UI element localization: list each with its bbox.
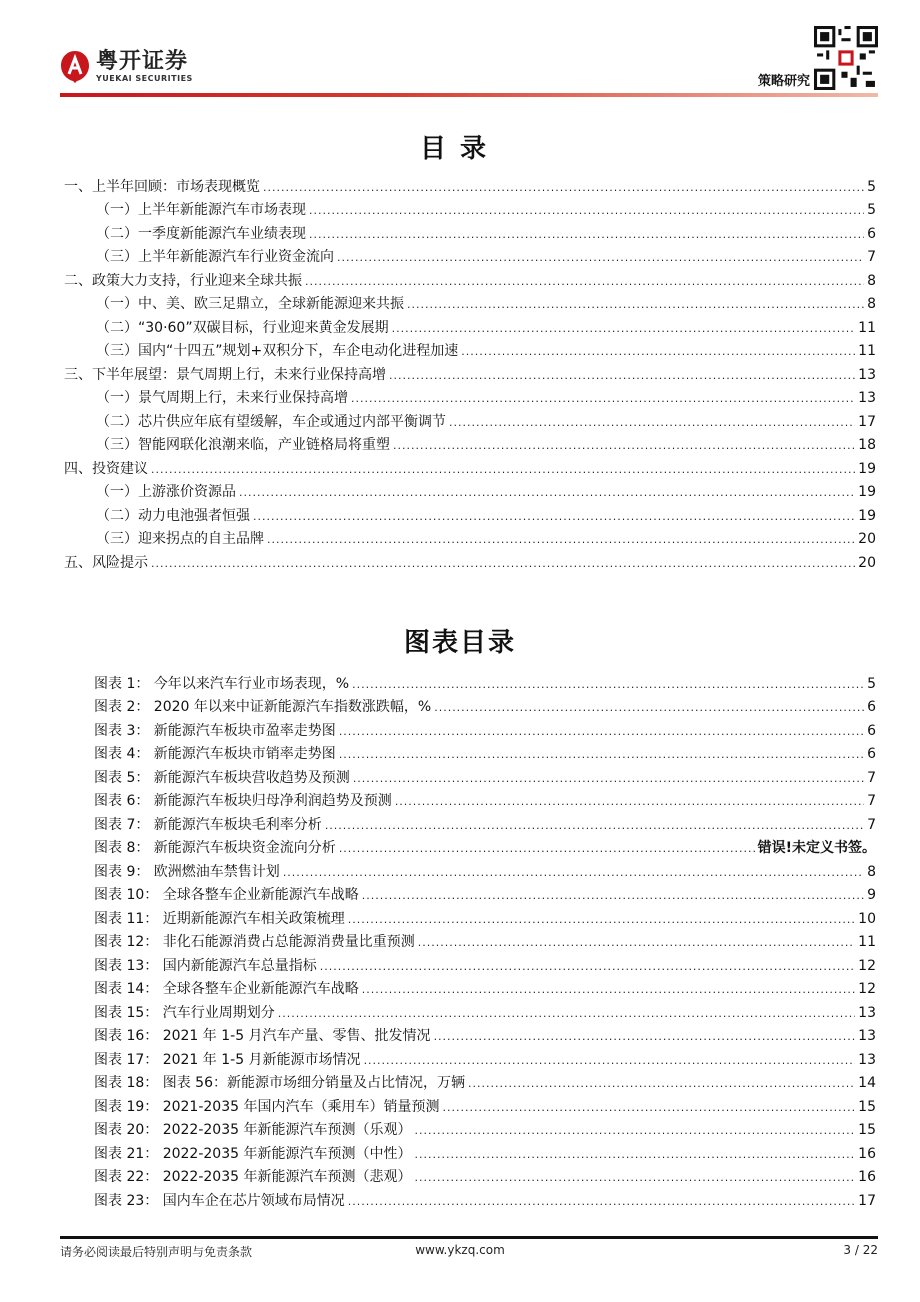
- figure-entry[interactable]: [64, 1186, 876, 1210]
- dot-leader: [151, 460, 855, 478]
- dot-leader: [362, 886, 864, 904]
- dot-leader: [348, 910, 855, 928]
- toc-entry[interactable]: [64, 219, 876, 243]
- dot-leader: [353, 769, 864, 787]
- toc-entry-label: （三）上半年新能源汽车行业资金流向: [96, 249, 334, 265]
- toc-title: 目录: [419, 134, 500, 164]
- toc-entry[interactable]: [64, 407, 876, 431]
- dot-leader: [309, 225, 864, 243]
- toc-entry[interactable]: [64, 290, 876, 314]
- figure-entry[interactable]: [64, 1139, 876, 1163]
- dot-leader: [339, 839, 755, 857]
- figure-entry-label: 图表 15： 汽车行业周期划分: [94, 1004, 275, 1021]
- toc-entry-page: 20: [858, 554, 876, 571]
- figure-entry[interactable]: [64, 740, 876, 764]
- figure-entry[interactable]: [64, 716, 876, 740]
- dot-leader: [325, 816, 864, 834]
- figure-entry-page: 13: [858, 1051, 876, 1068]
- figure-entry-page: 16: [858, 1145, 876, 1162]
- dot-leader: [320, 957, 855, 975]
- brand-name-en: YUEKAI SECURITIES: [96, 74, 193, 83]
- figure-entry-page: 9: [867, 887, 876, 903]
- figure-entry[interactable]: [64, 763, 876, 787]
- toc-entry[interactable]: [64, 501, 876, 525]
- figure-entry[interactable]: [64, 787, 876, 811]
- figure-entry-page: 5: [867, 675, 876, 692]
- figure-entry[interactable]: [64, 904, 876, 928]
- dot-leader: [407, 295, 864, 313]
- figure-entry-page: 6: [867, 699, 876, 715]
- dot-leader: [395, 792, 864, 810]
- figure-entry-label: 图表 8： 新能源汽车板块资金流向分析: [94, 840, 336, 856]
- dot-leader: [449, 413, 855, 431]
- dot-leader: [418, 933, 855, 951]
- toc-entry-page: 17: [858, 413, 876, 430]
- figure-entry-label: 图表 22： 2022-2035 年新能源汽车预测（悲观）: [94, 1169, 412, 1185]
- figure-entry[interactable]: [64, 1045, 876, 1069]
- figure-entry-label: 图表 17： 2021 年 1-5 月新能源市场情况: [94, 1051, 361, 1068]
- yuekai-logo-icon: [60, 50, 90, 84]
- figure-entry[interactable]: [64, 951, 876, 975]
- figure-entry[interactable]: [64, 1116, 876, 1140]
- toc-entry[interactable]: [64, 431, 876, 455]
- figure-entry[interactable]: [64, 1069, 876, 1093]
- dot-leader: [339, 745, 864, 763]
- toc-entry-page: 11: [858, 319, 876, 336]
- figure-entry-label: 图表 3： 新能源汽车板块市盈率走势图: [94, 722, 336, 739]
- figure-entry[interactable]: [64, 998, 876, 1022]
- dot-leader: [414, 1168, 855, 1186]
- toc-entry-label: （二）芯片供应年底有望缓解，车企或通过内部平衡调节: [96, 413, 446, 430]
- toc-entry-label: （二）动力电池强者恒强: [96, 507, 250, 524]
- toc-entry-page: 11: [858, 343, 876, 359]
- toc-entry-page: 20: [858, 531, 876, 547]
- figure-entry-label: 图表 13： 国内新能源汽车总量指标: [94, 957, 317, 974]
- footer-disclaimer: 请务必阅读最后特别声明与免责条款: [60, 1245, 253, 1259]
- figure-entry-label: 图表 10： 全球各整车企业新能源汽车战略: [94, 887, 359, 903]
- figure-entry-page: 7: [867, 769, 876, 786]
- toc-entry[interactable]: [64, 337, 876, 361]
- toc-entry-page: 19: [858, 507, 876, 524]
- figure-entry-label: 图表 20： 2022-2035 年新能源汽车预测（乐观）: [94, 1122, 412, 1138]
- dot-leader: [468, 1074, 855, 1092]
- toc-entry-page: 7: [867, 249, 876, 265]
- figure-entry-label: 图表 14： 全球各整车企业新能源汽车战略: [94, 981, 359, 997]
- figure-entry-page: 11: [858, 934, 876, 950]
- toc-entry-label: （二）“30·60”双碳目标，行业迎来黄金发展期: [96, 319, 389, 336]
- figure-entry[interactable]: [64, 693, 876, 717]
- dot-leader: [339, 722, 864, 740]
- figure-entry-page: 13: [858, 1028, 876, 1044]
- figure-entry-page: 错误!未定义书签。: [757, 840, 876, 856]
- figure-entry-page: 6: [867, 722, 876, 739]
- figure-list: [64, 669, 876, 1210]
- toc-entry-page: 8: [867, 272, 876, 289]
- toc-entry-label: （二）一季度新能源汽车业绩表现: [96, 225, 306, 242]
- figure-entry-page: 14: [858, 1075, 876, 1091]
- figure-entry-label: 图表 18： 图表 56：新能源市场细分销量及占比情况，万辆: [94, 1075, 465, 1091]
- dot-leader: [352, 675, 864, 693]
- toc-entry-page: 6: [867, 225, 876, 242]
- toc-entry-page: 5: [867, 202, 876, 218]
- toc-entry[interactable]: [64, 313, 876, 337]
- toc-entry[interactable]: [64, 548, 876, 572]
- dot-leader: [414, 1121, 855, 1139]
- toc-entry-label: （一）上游涨价资源品: [96, 484, 236, 500]
- dot-leader: [309, 201, 864, 219]
- footer-divider: [60, 1236, 878, 1239]
- footer-website[interactable]: www.ykzq.com: [415, 1243, 505, 1257]
- dot-leader: [239, 483, 855, 501]
- toc-entry-label: 五、风险提示: [64, 554, 148, 571]
- dot-leader: [434, 698, 864, 716]
- toc-entry-label: （一）上半年新能源汽车市场表现: [96, 202, 306, 218]
- dot-leader: [278, 1004, 855, 1022]
- figure-entry-page: 7: [867, 793, 876, 809]
- figure-entry-label: 图表 23： 国内车企在芯片领域布局情况: [94, 1192, 345, 1209]
- dot-leader: [362, 980, 855, 998]
- figure-entry-label: 图表 4： 新能源汽车板块市销率走势图: [94, 746, 336, 762]
- figure-entry-page: 8: [867, 863, 876, 880]
- toc-entry-page: 19: [858, 484, 876, 500]
- dot-leader: [348, 1192, 855, 1210]
- figure-entry[interactable]: [64, 669, 876, 693]
- dot-leader: [442, 1098, 855, 1116]
- toc-entry-label: （三）迎来拐点的自主品牌: [96, 531, 264, 547]
- toc-entry[interactable]: [64, 196, 876, 220]
- toc-entry-label: （三）智能网联化浪潮来临，产业链格局将重塑: [96, 437, 390, 453]
- toc-entry-page: 5: [867, 178, 876, 195]
- dot-leader: [393, 436, 855, 454]
- dot-leader: [351, 389, 855, 407]
- toc-list: [64, 172, 876, 572]
- toc-entry[interactable]: [64, 478, 876, 502]
- figure-entry[interactable]: [64, 928, 876, 952]
- dot-leader: [253, 507, 855, 525]
- figure-entry-label: 图表 21： 2022-2035 年新能源汽车预测（中性）: [94, 1145, 412, 1162]
- figure-entry-label: 图表 9： 欧洲燃油车禁售计划: [94, 863, 280, 880]
- figure-entry[interactable]: [64, 1163, 876, 1187]
- figure-entry[interactable]: [64, 1022, 876, 1046]
- figure-entry-page: 16: [858, 1169, 876, 1185]
- toc-entry-label: 四、投资建议: [64, 460, 148, 477]
- toc-entry-page: 8: [867, 296, 876, 312]
- dot-leader: [263, 178, 864, 196]
- dot-leader: [151, 554, 855, 572]
- toc-entry-label: （一）中、美、欧三足鼎立，全球新能源迎来共振: [96, 296, 404, 312]
- figure-entry-label: 图表 2： 2020 年以来中证新能源汽车指数涨跌幅，%: [94, 699, 432, 715]
- brand-name-cn: 粤开证券: [96, 49, 189, 74]
- dot-leader: [364, 1051, 856, 1069]
- footer-page-number: 3 / 22: [843, 1243, 878, 1257]
- figure-entry-label: 图表 6： 新能源汽车板块归母净利润趋势及预测: [94, 793, 392, 809]
- figure-entry[interactable]: [64, 834, 876, 858]
- figure-entry[interactable]: [64, 857, 876, 881]
- figure-entry-label: 图表 1： 今年以来汽车行业市场表现，%: [94, 675, 350, 692]
- figure-entry-label: 图表 16： 2021 年 1-5 月汽车产量、零售、批发情况: [94, 1028, 431, 1044]
- toc-entry[interactable]: [64, 384, 876, 408]
- dot-leader: [267, 530, 855, 548]
- toc-entry-page: 13: [858, 366, 876, 383]
- toc-entry[interactable]: [64, 360, 876, 384]
- figure-entry-page: 6: [867, 746, 876, 762]
- dot-leader: [392, 319, 856, 337]
- figure-entry-page: 15: [858, 1098, 876, 1115]
- toc-entry[interactable]: [64, 243, 876, 267]
- toc-entry-label: 一、上半年回顾：市场表现概览: [64, 178, 260, 195]
- page-header: [0, 0, 920, 100]
- figure-entry-page: 13: [858, 1004, 876, 1021]
- toc-entry-page: 13: [858, 390, 876, 406]
- figure-entry-label: 图表 11： 近期新能源汽车相关政策梳理: [94, 910, 345, 927]
- figure-entry-label: 图表 12： 非化石能源消费占总能源消费量比重预测: [94, 934, 415, 950]
- figure-entry[interactable]: [64, 881, 876, 905]
- toc-entry[interactable]: [64, 454, 876, 478]
- figure-entry-page: 12: [858, 957, 876, 974]
- toc-entry[interactable]: [64, 172, 876, 196]
- dot-leader: [389, 366, 855, 384]
- toc-entry-page: 19: [858, 460, 876, 477]
- figure-entry-page: 12: [858, 981, 876, 997]
- dot-leader: [414, 1145, 855, 1163]
- figure-entry[interactable]: [64, 1092, 876, 1116]
- toc-entry-label: 三、下半年展望：景气周期上行，未来行业保持高增: [64, 366, 386, 383]
- toc-entry-label: （一）景气周期上行，未来行业保持高增: [96, 390, 348, 406]
- figure-entry[interactable]: [64, 810, 876, 834]
- toc-entry[interactable]: [64, 525, 876, 549]
- toc-entry[interactable]: [64, 266, 876, 290]
- dot-leader: [434, 1027, 856, 1045]
- toc-entry-label: 二、政策大力支持，行业迎来全球共振: [64, 272, 302, 289]
- header-divider: [60, 93, 878, 97]
- figure-entry-page: 10: [858, 910, 876, 927]
- figure-entry-page: 15: [858, 1122, 876, 1138]
- dot-leader: [283, 863, 864, 881]
- toc-entry-label: （三）国内“十四五”规划+双积分下，车企电动化进程加速: [96, 343, 459, 359]
- dot-leader: [337, 248, 864, 266]
- figure-entry-label: 图表 19： 2021-2035 年国内汽车（乘用车）销量预测: [94, 1098, 440, 1115]
- figure-entry-page: 7: [867, 816, 876, 833]
- dot-leader: [461, 342, 855, 360]
- figure-entry-page: 17: [858, 1192, 876, 1209]
- report-type: 策略研究: [757, 74, 810, 89]
- figure-entry-label: 图表 5： 新能源汽车板块营收趋势及预测: [94, 769, 350, 786]
- figure-entry[interactable]: [64, 975, 876, 999]
- dot-leader: [305, 272, 864, 290]
- figure-list-title: 图表目录: [403, 628, 516, 658]
- brand-logo: [60, 50, 230, 86]
- toc-entry-page: 18: [858, 437, 876, 453]
- figure-entry-label: 图表 7： 新能源汽车板块毛利率分析: [94, 816, 322, 833]
- qr-code-icon: [814, 26, 878, 90]
